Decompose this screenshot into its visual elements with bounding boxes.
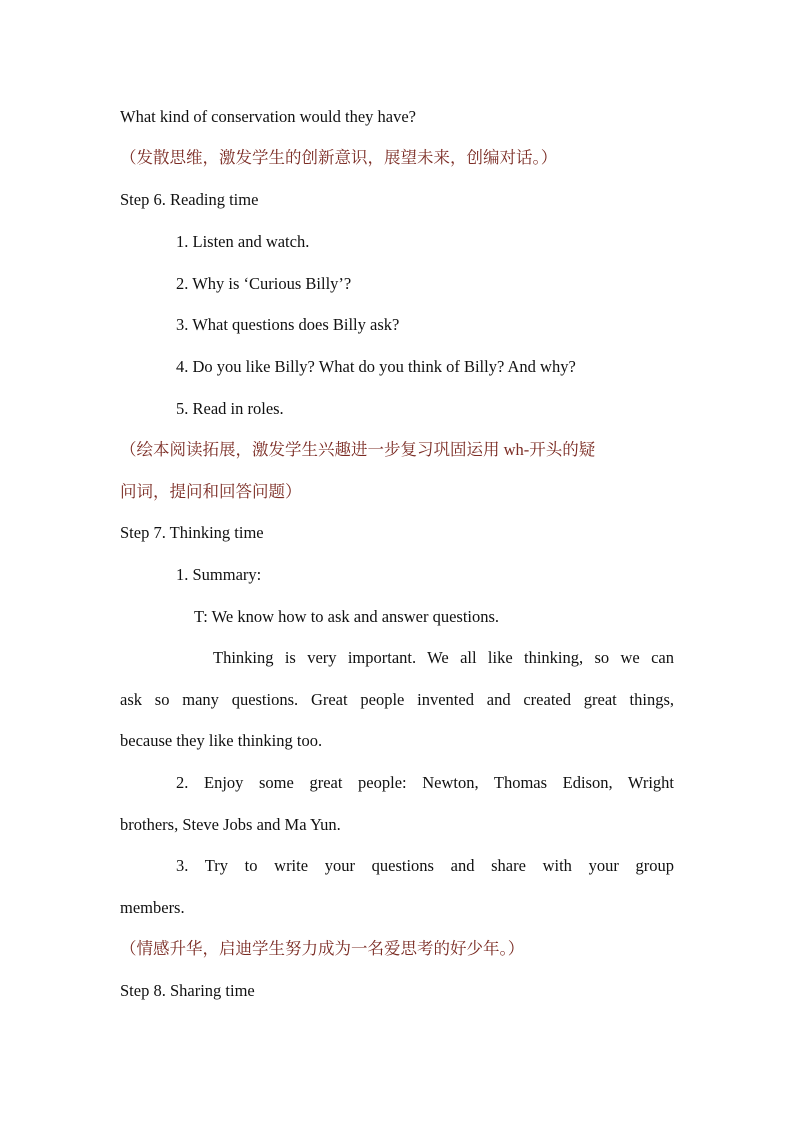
step6-heading: Step 6. Reading time	[120, 190, 259, 209]
step6-item-1: 1. Listen and watch.	[176, 232, 310, 251]
step6-item-5: 5. Read in roles.	[176, 399, 284, 418]
teaching-note-2-line-2: 问词，提问和回答问题）	[120, 482, 302, 501]
teacher-line: T: We know how to ask and answer questions.	[194, 607, 500, 626]
thinking-paragraph-line-1: Thinking is very important. We all like thinking, so we can	[213, 648, 674, 667]
great-people-line-2: brothers, Steve Jobs and Ma Yun.	[120, 815, 341, 834]
write-questions-line-2: members.	[120, 898, 185, 917]
question-line: What kind of conservation would they have?	[120, 107, 416, 126]
great-people-line-1: 2. Enjoy some great people: Newton, Thomas Edison, Wright	[176, 773, 674, 792]
teaching-note-3: （情感升华，启迪学生努力成为一名爱思考的好少年。）	[120, 939, 525, 958]
teaching-note-2-line-1: （绘本阅读拓展，激发学生兴趣进一步复习巩固运用 wh-开头的疑	[120, 440, 596, 459]
thinking-paragraph-line-3: because they like thinking too.	[120, 731, 323, 750]
teaching-note-1: （发散思维，激发学生的创新意识，展望未来，创编对话。）	[120, 148, 558, 167]
step6-item-2: 2. Why is ‘Curious Billy’?	[176, 274, 352, 293]
thinking-paragraph-line-2: ask so many questions. Great people invented and created great things,	[120, 690, 674, 709]
write-questions-line-1: 3. Try to write your questions and share with your group	[176, 856, 674, 875]
step8-heading: Step 8. Sharing time	[120, 981, 255, 1000]
summary-label: 1. Summary:	[176, 565, 262, 584]
step7-heading: Step 7. Thinking time	[120, 523, 264, 542]
step6-item-4: 4. Do you like Billy? What do you think of Billy? And why?	[176, 357, 576, 376]
step6-item-3: 3. What questions does Billy ask?	[176, 315, 400, 334]
